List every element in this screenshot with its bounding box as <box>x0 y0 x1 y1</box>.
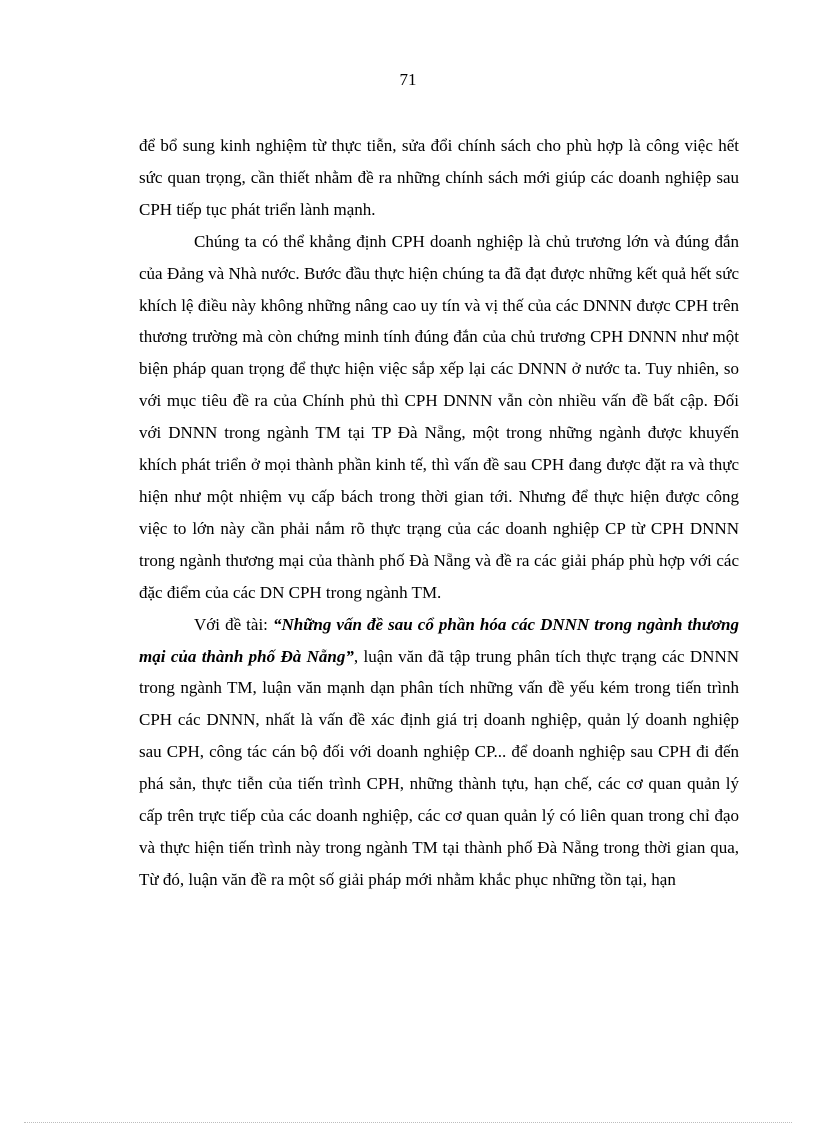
document-body <box>139 130 739 896</box>
thesis-title: “Những vấn đề sau cổ phần hóa các DNNN trong ngành thương mại của thành phố Đà Nẵng” <box>139 614 739 666</box>
page-number: 71 <box>399 70 417 89</box>
topic-description: , luận văn đã tập trung phân tích thực trạng các DNNN trong ngành TM, luận văn mạnh dạn phân tích những vấn đề yếu kém trong tiến trình CPH các DNNN, nhất là vấn đề xác định giá trị doanh nghiệp, quản lý doanh nghiệp sau CPH, công tác cán bộ đối với doanh nghiệp CP... để doanh nghiệp sau CPH đi đến phá sản, thực tiễn của tiến trình CPH, những thành tựu, hạn chế, các cơ quan quản lý cấp trên trực tiếp của các doanh nghiệp, các cơ quan quản lý có liên quan trong chỉ đạo và thực hiện tiến trình này trong ngành TM tại thành phố Đà Nẵng trong thời gian qua, Từ đó, luận văn đề ra một số giải pháp mới nhằm khắc phục những tồn tại, hạn <box>139 646 739 889</box>
topic-intro: Với đề tài: <box>194 614 273 634</box>
paragraph-continuation: để bổ sung kinh nghiệm từ thực tiễn, sửa đổi chính sách cho phù hợp là công việc hết sức quan trọng, cần thiết nhằm đề ra những chính sách mới giúp các doanh nghiệp sau CPH tiếp tục phát triển lành mạnh. <box>139 136 739 219</box>
paragraph-assessment: Chúng ta có thể khẳng định CPH doanh nghiệp là chủ trương lớn và đúng đắn của Đảng và Nhà nước. Bước đầu thực hiện chúng ta đã đạt được những kết quả hết sức khích lệ điều này không những nâng cao uy tín và vị thế của các DNNN được CPH trên thương trường mà còn chứng minh tính đúng đắn của chủ trương CPH DNNN như một biện pháp quan trọng để thực hiện việc sắp xếp lại các DNNN ở nước ta. Tuy nhiên, so với mục tiêu đề ra của Chính phủ thì CPH DNNN vẫn còn nhiều vấn đề bất cập. Đối với DNNN trong ngành TM tại TP Đà Nẵng, một trong những ngành được khuyến khích phát triển ở mọi thành phần kinh tế, thì vấn đề sau CPH đang được đặt ra và thực hiện như một nhiệm vụ cấp bách trong thời gian tới. Nhưng để thực hiện được công việc to lớn này cần phải nắm rõ thực trạng của các doanh nghiệp CP từ CPH DNNN trong ngành thương mại của thành phố Đà Nẵng và đề ra các giải pháp phù hợp với các đặc điểm của các DN CPH trong ngành TM. <box>139 231 739 602</box>
paragraph-thesis-topic <box>139 609 739 896</box>
